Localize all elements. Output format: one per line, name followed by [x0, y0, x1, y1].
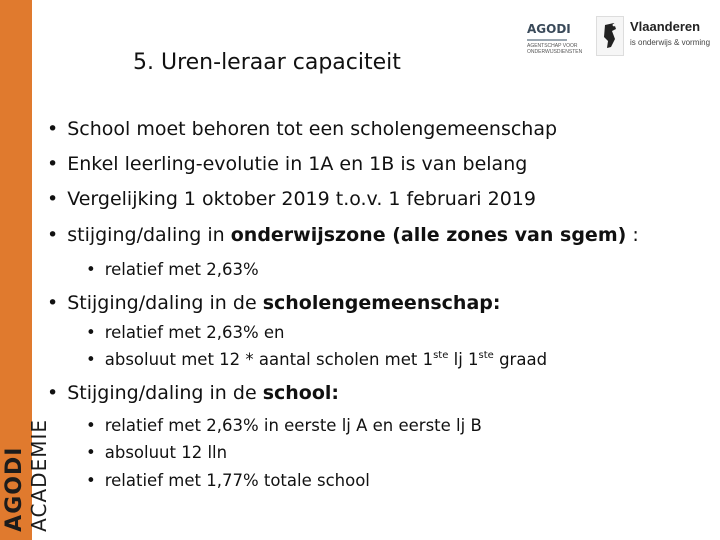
agodi-logo-name: AGODI [527, 22, 571, 36]
bullet-item [47, 292, 500, 314]
bullet-dot: • [47, 382, 59, 404]
vlaanderen-name: Vlaanderen [630, 19, 701, 34]
sub-bullet-text: graad [493, 350, 548, 369]
sub-bullet-text: absoluut 12 lln [104, 443, 228, 462]
superscript: ste [478, 350, 494, 361]
bullet-dot: • [47, 153, 59, 175]
bullet-text: Stijging/daling in de [67, 382, 263, 404]
brand-line1: AGODI [2, 446, 27, 532]
sub-bullet-item [86, 323, 284, 342]
bullet-dot: • [47, 224, 59, 246]
sub-bullet-text: absoluut met 12 * aantal scholen met 1 [104, 350, 434, 369]
slide-title: 5. Uren-leraar capaciteit [133, 50, 401, 75]
bullet-bold-text: scholengemeenschap: [262, 292, 501, 314]
sub-bullet-text: relatief met 1,77% totale school [104, 471, 370, 490]
brand-line2: ACADEMIE [27, 419, 51, 532]
bullet-dot: • [47, 188, 59, 210]
sub-bullet-item [86, 350, 547, 369]
agodi-logo-rule [527, 39, 567, 41]
bullet-suffix: : [626, 224, 639, 246]
bullet-bold-text: onderwijszone (alle zones van sgem) [230, 224, 627, 246]
bullet-item [47, 118, 557, 140]
sub-bullet-item [86, 471, 370, 490]
bullet-dot: • [86, 323, 96, 342]
bullet-item [47, 224, 639, 246]
bullet-dot: • [86, 350, 96, 369]
bullet-dot: • [47, 292, 59, 314]
bullet-dot: • [47, 118, 59, 140]
bullet-item [47, 188, 536, 210]
sub-bullet-item [86, 416, 482, 435]
sub-bullet-item [86, 260, 259, 279]
sub-bullet-item [86, 443, 227, 462]
bullet-dot: • [86, 443, 96, 462]
sub-bullet-text: relatief met 2,63% in eerste lj A en eerste lj B [104, 416, 482, 435]
sub-bullet-text: relatief met 2,63% en [104, 323, 285, 342]
agodi-logo-tagline: AGENTSCHAP VOOR ONDERWIJSDIENSTEN [527, 43, 583, 55]
agodi-logo [527, 22, 587, 55]
lion-icon [596, 16, 624, 56]
bullet-text: School moet behoren tot een scholengemeenschap [67, 118, 558, 140]
superscript: ste [433, 350, 449, 361]
agodi-academie-logo [2, 419, 51, 532]
bullet-item [47, 153, 527, 175]
bullet-dot: • [86, 260, 96, 279]
bullet-text: Vergelijking 1 oktober 2019 t.o.v. 1 februari 2019 [67, 188, 536, 210]
vlaanderen-subtitle: is onderwijs & vorming [630, 38, 711, 47]
sub-bullet-text: relatief met 2,63% [104, 260, 259, 279]
bullet-text: stijging/daling in [67, 224, 231, 246]
sub-bullet-text: lj 1 [448, 350, 479, 369]
bullet-item [47, 382, 339, 404]
vlaanderen-logo [596, 16, 711, 56]
bullet-text: Stijging/daling in de [67, 292, 263, 314]
bullet-bold-text: school: [262, 382, 340, 404]
bullet-dot: • [86, 416, 96, 435]
bullet-dot: • [86, 471, 96, 490]
bullet-text: Enkel leerling-evolutie in 1A en 1B is van belang [67, 153, 528, 175]
